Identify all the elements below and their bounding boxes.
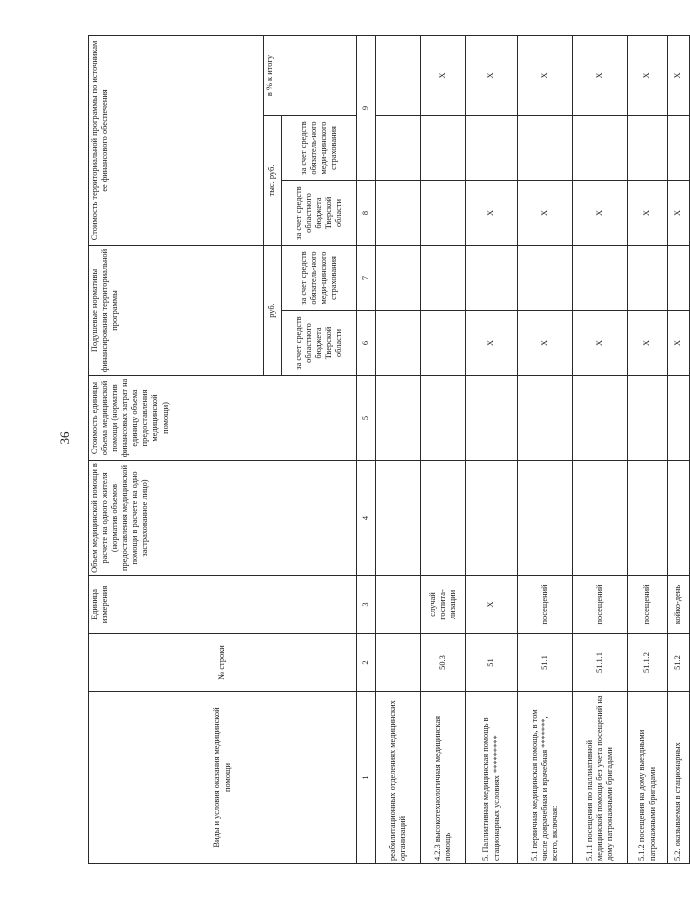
row-name: 5.2. оказываемая в стационарных	[668, 692, 690, 864]
row-cost-budget	[421, 181, 466, 246]
row-unit: койко-день	[668, 576, 690, 634]
row-unit: случай госпита-лизации	[421, 576, 466, 634]
row-name: 5. Паллиативная медицинская помощь в стационарных условиях *********	[466, 692, 518, 864]
row-norm-budget: X	[518, 311, 573, 376]
rotated-table-container	[88, 36, 683, 864]
row-norm-budget	[376, 311, 421, 376]
column-number: 5	[357, 376, 376, 461]
header-type: Виды и условия оказания медицинской помощи	[89, 692, 357, 864]
row-volume	[668, 461, 690, 576]
row-cost-oms	[628, 116, 668, 181]
header-norms-budget: за счет средств областного бюджета Тверской области	[282, 311, 357, 376]
row-cost	[573, 376, 628, 461]
row-norm-budget: X	[668, 311, 690, 376]
row-norm-oms	[573, 246, 628, 311]
row-cost-budget: X	[668, 181, 690, 246]
column-number: 9	[357, 35, 376, 180]
financing-table	[88, 35, 690, 864]
row-norm-oms	[628, 246, 668, 311]
header-norms-unit: руб.	[264, 246, 282, 376]
row-number	[376, 634, 421, 692]
column-number: 8	[357, 181, 376, 246]
row-cost	[421, 376, 466, 461]
row-volume	[466, 461, 518, 576]
column-number: 2	[357, 634, 376, 692]
row-percent: X	[466, 35, 518, 115]
row-unit: X	[466, 576, 518, 634]
row-percent: X	[668, 35, 690, 115]
row-percent: X	[628, 35, 668, 115]
row-norm-oms	[668, 246, 690, 311]
row-name: 5.1.1 посещения по паллиативной медицинской помощи без учета посещений на дому патронажными бригадами	[573, 692, 628, 864]
row-norm-oms	[518, 246, 573, 311]
row-number: 51.1.1	[573, 634, 628, 692]
row-volume	[518, 461, 573, 576]
row-name: реабилитационных отделениях медицинских организаций	[376, 692, 421, 864]
row-norm-budget: X	[573, 311, 628, 376]
row-cost-oms	[518, 116, 573, 181]
header-program-cost: Стоимость территориальной программы по источникам ее финансового обеспечения	[89, 35, 264, 245]
row-cost	[466, 376, 518, 461]
row-volume	[628, 461, 668, 576]
column-number: 3	[357, 576, 376, 634]
header-unit: Единица измерения	[89, 576, 357, 634]
table-row	[668, 35, 690, 863]
row-volume	[421, 461, 466, 576]
row-percent: X	[518, 35, 573, 115]
row-norm-budget: X	[628, 311, 668, 376]
row-volume	[573, 461, 628, 576]
header-cost-budget: за счет средств областного бюджета Тверской области	[282, 181, 357, 246]
row-unit: посещений	[628, 576, 668, 634]
header-volume: Объем медицинской помощи в расчете на одного жителя (норматив объемов предоставления медицинской помощи в расчете на одно застрахованное лицо)	[89, 461, 357, 576]
table-row	[518, 35, 573, 863]
column-number: 7	[357, 246, 376, 311]
row-cost-oms	[573, 116, 628, 181]
header-norms-oms: за счет средств обязатель-ного меди-цинского страхования	[282, 246, 357, 311]
table-row	[466, 35, 518, 863]
row-cost	[518, 376, 573, 461]
row-cost	[628, 376, 668, 461]
row-number: 50.3	[421, 634, 466, 692]
column-number: 6	[357, 311, 376, 376]
table-row	[376, 35, 421, 863]
row-cost-budget: X	[518, 181, 573, 246]
header-cost-oms: за счет средств обязатель-ного меди-цинского страхования	[282, 116, 357, 181]
row-name: 4.2.3 высокотехнологичная медицинская помощь	[421, 692, 466, 864]
column-number: 4	[357, 461, 376, 576]
row-cost-budget: X	[628, 181, 668, 246]
row-cost-oms	[376, 116, 421, 181]
page-number: 36	[57, 431, 72, 445]
table-row	[628, 35, 668, 863]
row-volume	[376, 461, 421, 576]
row-cost-oms	[466, 116, 518, 181]
row-norm-budget	[421, 311, 466, 376]
row-number: 51.2	[668, 634, 690, 692]
row-cost-budget: X	[573, 181, 628, 246]
header-percent: в % к итогу	[264, 35, 357, 115]
table-row	[421, 35, 466, 863]
row-norm-oms	[421, 246, 466, 311]
row-unit	[376, 576, 421, 634]
header-per-capita-norms: Подушевые нормативы финансирования территориальной программы	[89, 246, 264, 376]
table-row	[573, 35, 628, 863]
header-cost-per-unit: Стоимость единицы объема медицинской помощи (норматив финансовых затрат на единицу объема предоставления медицинской помощи)	[89, 376, 357, 461]
row-number: 51.1.2	[628, 634, 668, 692]
row-number: 51	[466, 634, 518, 692]
row-unit: посещений	[518, 576, 573, 634]
row-percent: X	[573, 35, 628, 115]
row-cost-budget	[376, 181, 421, 246]
row-number: 51.1	[518, 634, 573, 692]
row-percent	[376, 35, 421, 115]
row-name: 5.1 первичная медицинская помощь, в том числе доврачебная и врачебная *******, всего, включая:	[518, 692, 573, 864]
column-number: 1	[357, 692, 376, 864]
header-row-number: № строки	[89, 634, 357, 692]
header-program-unit: тыс. руб.	[264, 116, 282, 246]
row-percent: X	[421, 35, 466, 115]
row-cost-oms	[668, 116, 690, 181]
row-norm-budget: X	[466, 311, 518, 376]
row-name: 5.1.2 посещения на дому выездными патронажными бригадами	[628, 692, 668, 864]
row-unit: посещений	[573, 576, 628, 634]
row-cost	[376, 376, 421, 461]
row-norm-oms	[376, 246, 421, 311]
row-cost	[668, 376, 690, 461]
row-norm-oms	[466, 246, 518, 311]
row-cost-oms	[421, 116, 466, 181]
row-cost-budget: X	[466, 181, 518, 246]
